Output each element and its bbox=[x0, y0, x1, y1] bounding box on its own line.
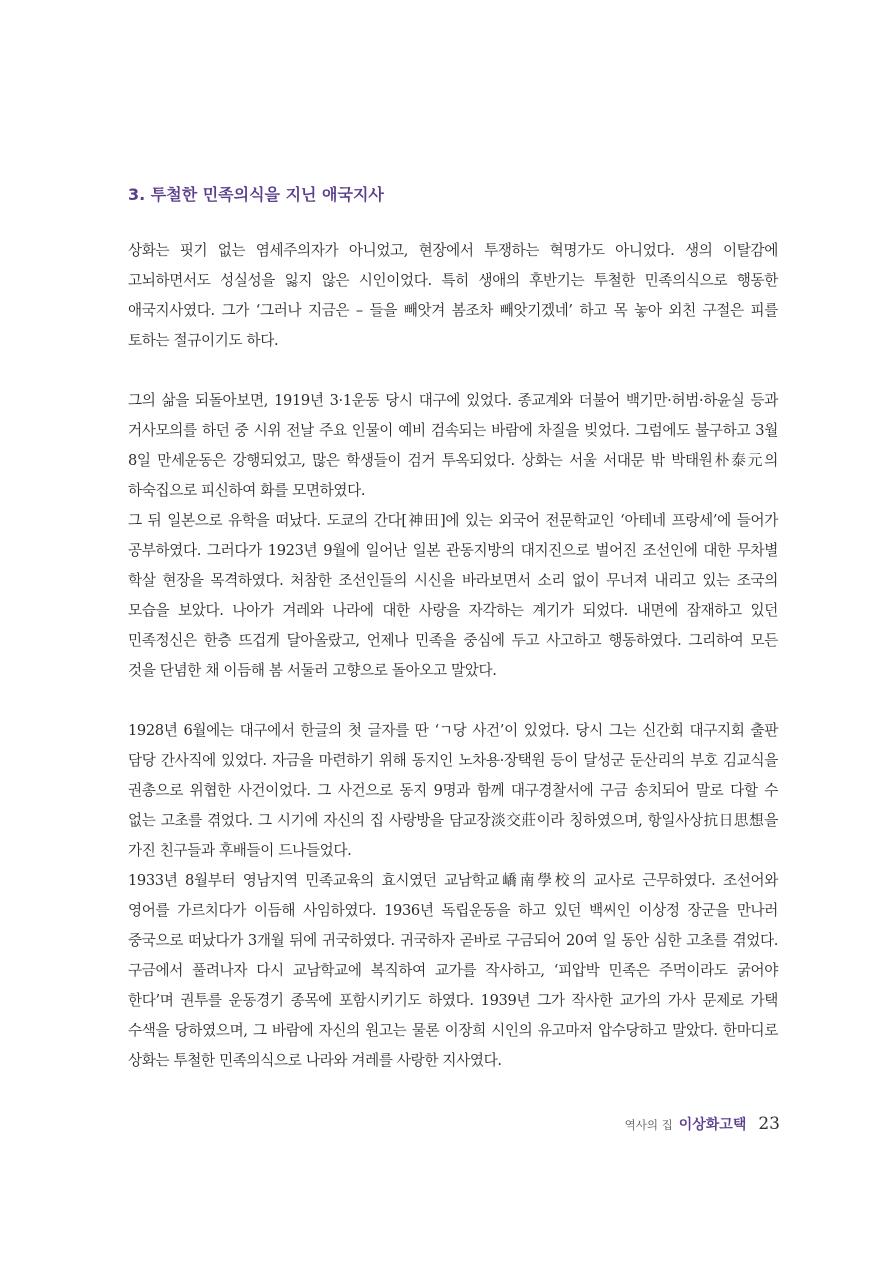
paragraph-1: 상화는 핏기 없는 염세주의자가 아니었고, 현장에서 투쟁하는 혁명가도 아니었다. 생의 이탈감에 고뇌하면서도 성실성을 잃지 않은 시인이었다. 특히 생애의 후반기는 투철한 민족의식으로 행동한 애국지사였다. 그가 ‘그러나 지금은 – 들을 빼앗겨 봄조차 빼앗기겠네’ 하고 목 놓아 외친 구절은 피를 토하는 절규이기도 하다. bbox=[128, 242, 778, 349]
page-number: 23 bbox=[758, 1114, 780, 1134]
paragraph-5: 1933년 8월부터 영남지역 민족교육의 효시였던 교남학교嶠南學校의 교사로 근무하였다. 조선어와 영어를 가르치다가 이듬해 사임하였다. 1936년 독립운동을 하고 있던 백씨인 이상정 장군을 만나러 중국으로 떠났다가 3개월 뒤에 귀국하였다. 귀국하자 곧바로 구금되어 20여 일 동안 심한 고초를 겪었다. 구금에서 풀려나자 다시 교남학교에 복직하여 교가를 작사하고, ‘피압박 민족은 주먹이라도 굵어야 한다’며 권투를 운동경기 종목에 포함시키기도 하였다. 1939년 그가 작사한 교가의 가사 문제로 가택 수색을 당하였으며, 그 바람에 자신의 원고는 물론 이장희 시인의 유고마저 압수당하고 말았다. 한마디로 상화는 투철한 민족의식으로 나라와 겨레를 사랑한 지사였다. bbox=[128, 872, 778, 1069]
paragraph-4: 1928년 6월에는 대구에서 한글의 첫 글자를 딴 ‘ㄱ당 사건’이 있었다. 당시 그는 신간회 대구지회 출판 담당 간사직에 있었다. 자금을 마련하기 위해 동지인 노차용·장택원 등이 달성군 둔산리의 부호 김교식을 권총으로 위협한 사건이었다. 그 사건으로 동지 9명과 함께 대구경찰서에 구금 송치되어 말로 다할 수 없는 고초를 겪었다. 그 시기에 자신의 집 사랑방을 담교장淡交莊이라 칭하였으며, 항일사상抗日思想을 가진 친구들과 후배들이 드나들었다. bbox=[128, 722, 778, 859]
paragraph-3: 그 뒤 일본으로 유학을 떠났다. 도쿄의 간다[神田]에 있는 외국어 전문학교인 ‘아테네 프랑세’에 들어가 공부하였다. 그러다가 1923년 9월에 일어난 일본 관동지방의 대지진으로 벌어진 조선인에 대한 무차별 학살 현장을 목격하였다. 처참한 조선인들의 시신을 바라보면서 소리 없이 무너져 내리고 있는 조국의 모습을 보았다. 나아가 겨레와 나라에 대한 사랑을 자각하는 계기가 되었다. 내면에 잠재하고 있던 민족정신은 한층 뜨겁게 달아올랐고, 언제나 민족을 중심에 두고 사고하고 행동하였다. 그리하여 모든 것을 단념한 채 이듬해 봄 서둘러 고향으로 돌아오고 말았다. bbox=[128, 512, 778, 679]
footer-title: 이상화고택 bbox=[678, 1117, 747, 1133]
page-footer bbox=[625, 1114, 780, 1134]
section-title: 3. 투철한 민족의식을 지닌 애국지사 bbox=[128, 185, 384, 204]
footer-prefix: 역사의 집 bbox=[624, 1118, 673, 1132]
body-text bbox=[128, 236, 778, 1076]
paragraph-2: 그의 삶을 되돌아보면, 1919년 3·1운동 당시 대구에 있었다. 종교계와 더불어 백기만·허범·하윤실 등과 거사모의를 하던 중 시위 전날 주요 인물이 예비 검속되는 바람에 차질을 빚었다. 그럼에도 불구하고 3월 8일 만세운동은 강행되었고, 많은 학생들이 검거 투옥되었다. 상화는 서울 서대문 밖 박태원朴泰元의 하숙집으로 피신하여 화를 모면하였다. bbox=[128, 392, 778, 499]
